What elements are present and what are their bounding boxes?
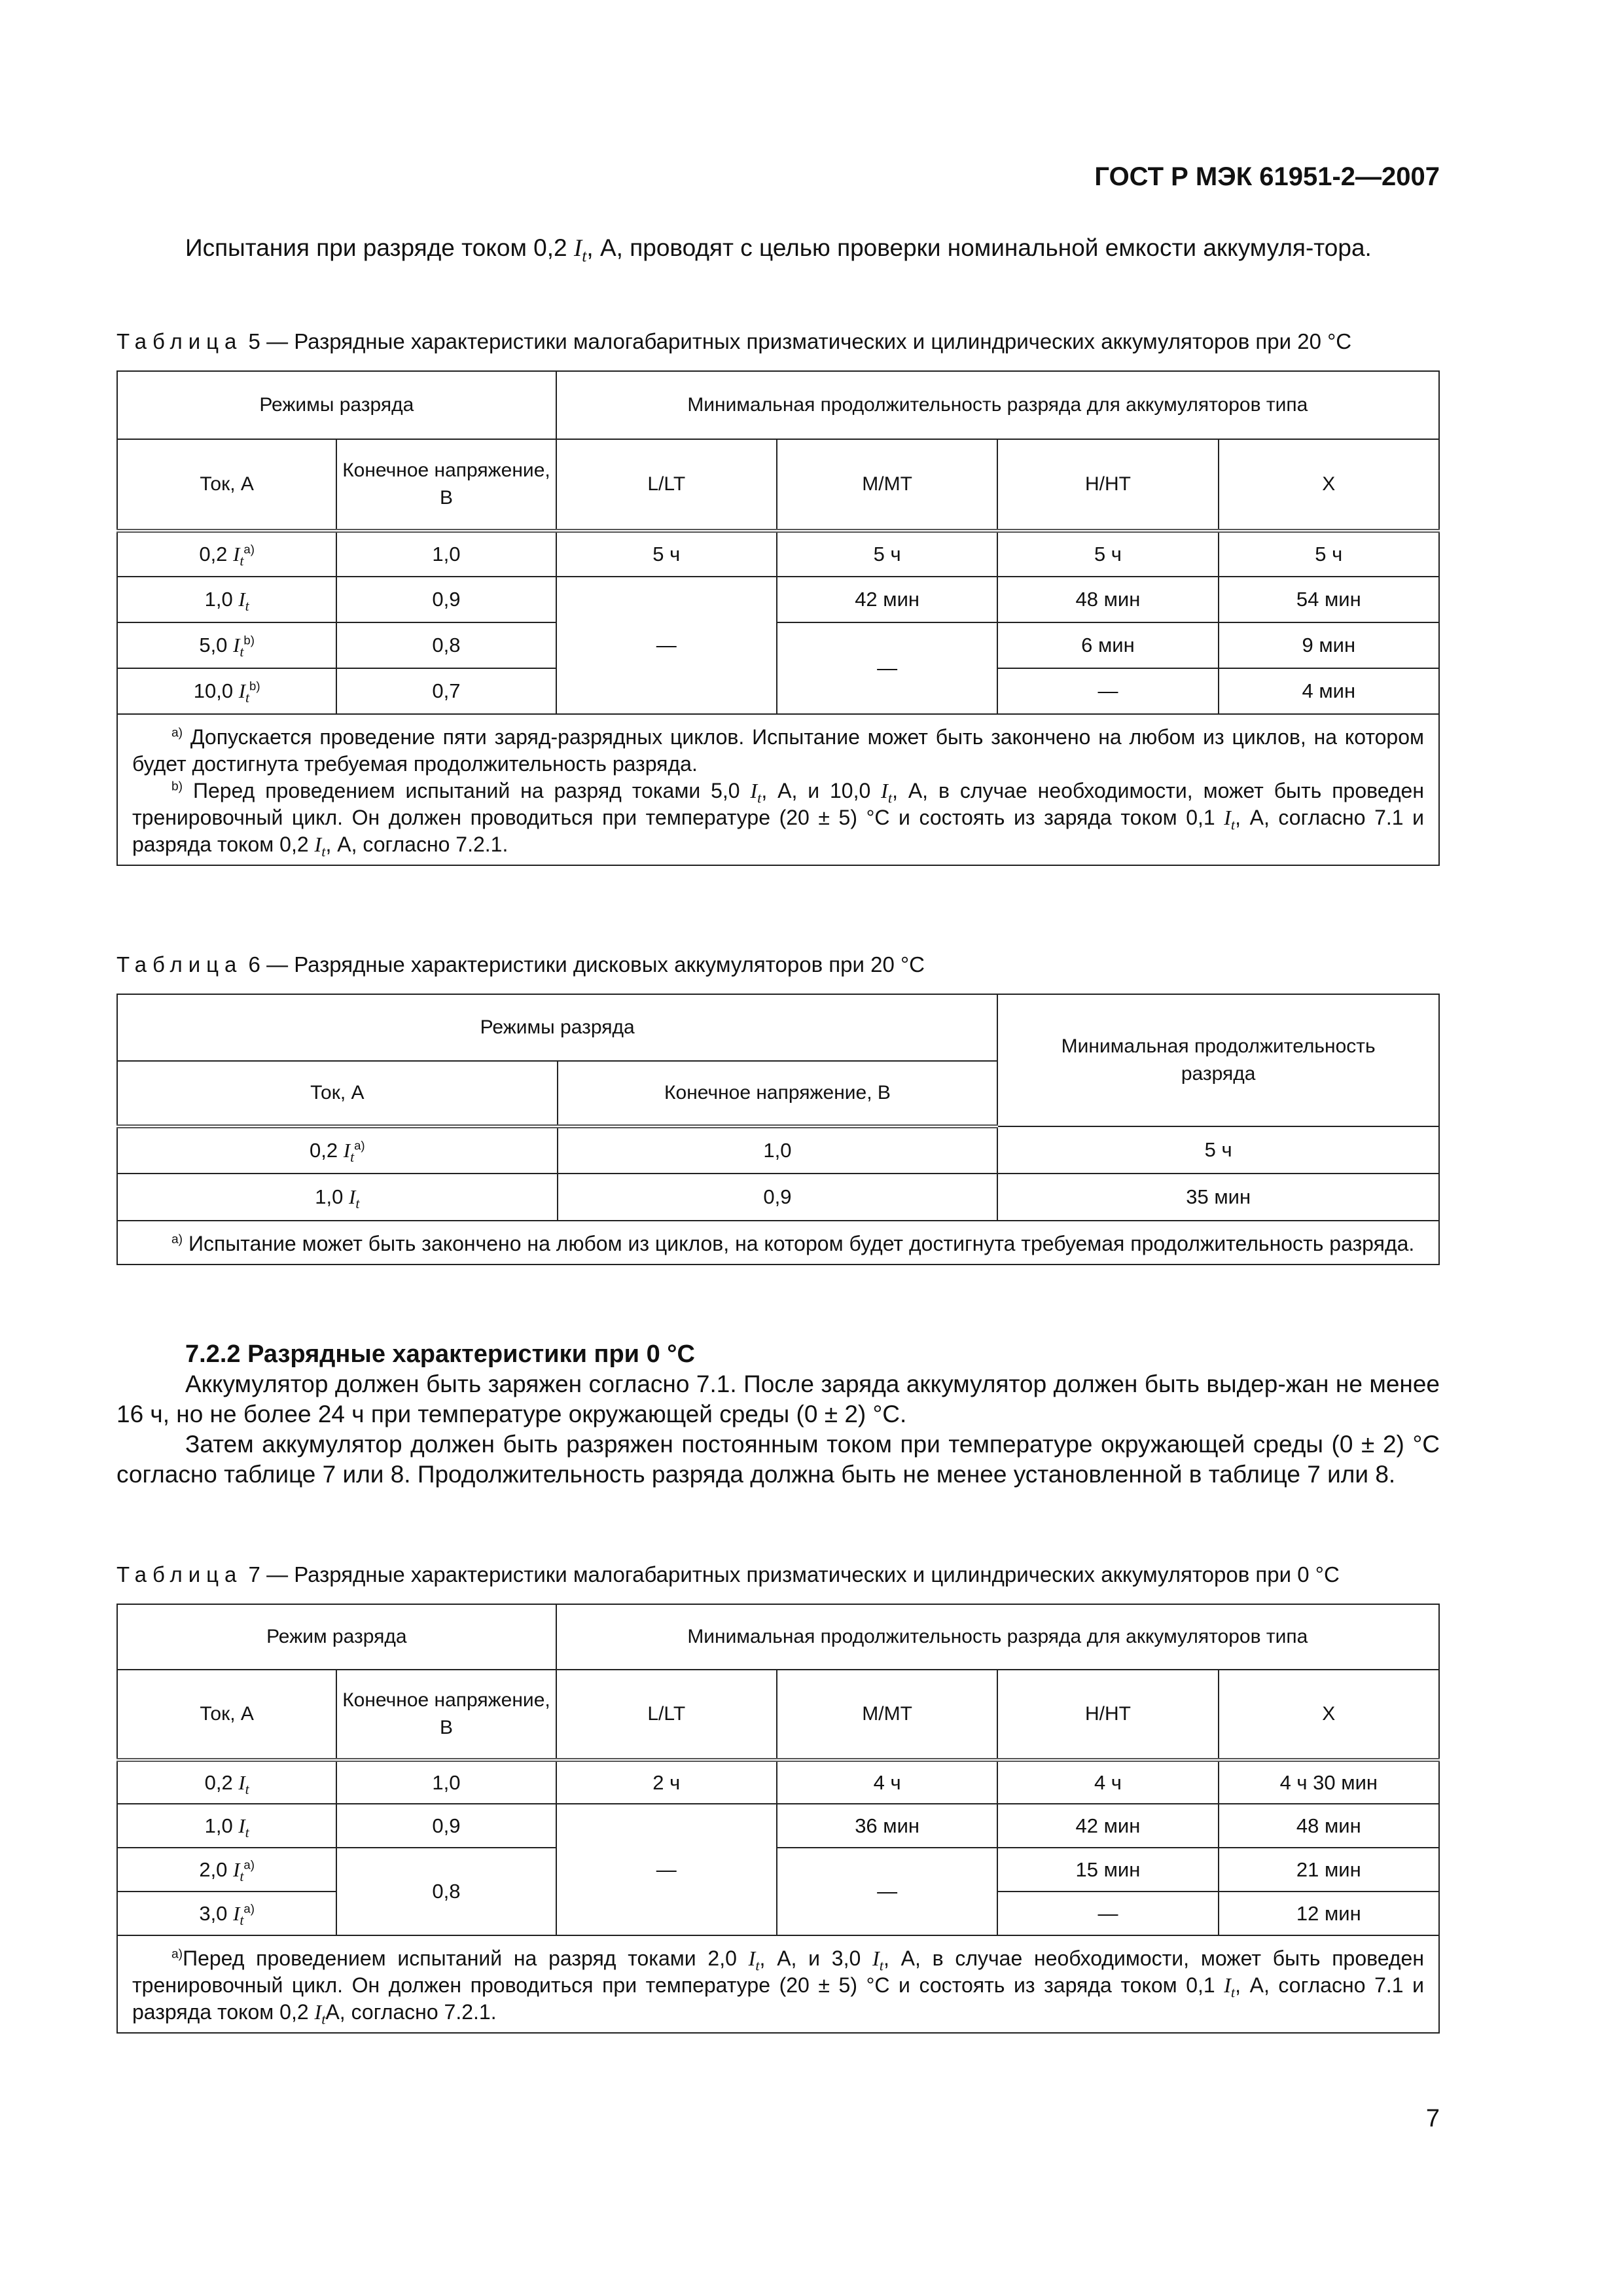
- header-mode: Режим разряда: [117, 1604, 556, 1670]
- cell-lt: 5 ч: [556, 531, 777, 577]
- cell-duration: 35 мин: [997, 1174, 1439, 1221]
- intro-paragraph: [116, 233, 1440, 264]
- cell-ht: 42 мин: [997, 1804, 1218, 1848]
- cell-x: 48 мин: [1219, 1804, 1439, 1848]
- cell-x: 9 мин: [1219, 622, 1439, 668]
- cell-voltage: 1,0: [336, 1760, 556, 1804]
- cell-mt: 5 ч: [777, 531, 997, 577]
- cell-mt-dash: —: [777, 1848, 997, 1935]
- cell-current: 10,0 $I_t^{b)}$: [117, 668, 336, 714]
- cell-voltage: 0,7: [336, 668, 556, 714]
- header-voltage: Конечное напряжение, В: [336, 1670, 556, 1760]
- intro-text-a: Испытания при разряде током 0,2: [185, 234, 574, 261]
- cell-current: 1,0 $I_t$: [117, 1174, 558, 1221]
- cell-x: 12 мин: [1219, 1892, 1439, 1935]
- header-modes: Режимы разряда: [117, 371, 556, 439]
- cell-ht: 4 ч: [997, 1760, 1218, 1804]
- cell-current: 0,2 $I_t$: [117, 1760, 336, 1804]
- footnote-a: $^{а)}$Перед проведением испытаний на разряд токами 2,0 $I_t$, А, и 3,0 $I_t$, А, в случае необходимости, может быть проведен тренировочный цикл. Он должен проводиться при температуре (20 ± 5) °С и состоять из заряда током 0,1 $I_t$, А, согласно 7.1 и разряда током 0,2 $I_tА$, согласно 7.2.1.: [132, 1946, 1425, 2028]
- caption-text: 6 — Разрядные характеристики дисковых аккумуляторов при 20 °С: [242, 952, 925, 977]
- cell-mt: 4 ч: [777, 1760, 997, 1804]
- table-row: [117, 531, 1439, 577]
- table-row: [117, 1848, 1439, 1892]
- cell-mt-dash: —: [777, 622, 997, 714]
- table-6-caption: [116, 950, 1440, 979]
- table-row: [117, 1760, 1439, 1804]
- header-min-duration: Минимальная продолжительность разряда: [997, 994, 1439, 1126]
- footnote-a: $^{а)}$ Допускается проведение пяти заряд-разрядных циклов. Испытание может быть закончено на любом из циклов, на котором будет достигнута требуемая продолжительность разряда.: [132, 725, 1425, 776]
- cell-ht: —: [997, 1892, 1218, 1935]
- section-7-2-2: [116, 1339, 1440, 1490]
- table-5-block: [116, 327, 1440, 866]
- symbol-t: t: [582, 246, 587, 266]
- section-paragraph-2: Затем аккумулятор должен быть разряжен постоянным током при температуре окружающей среды (0 ± 2) °С согласно таблице 7 или 8. Продолжительность разряда должна быть не менее установленной в таблице 7 или 8.: [116, 1431, 1440, 1488]
- intro-text-b: , А, проводят с целью проверки номинальной емкости аккумуля-тора.: [586, 234, 1372, 261]
- cell-lt-dash: —: [556, 577, 777, 714]
- table-notes: [117, 1221, 1439, 1265]
- cell-mt: 36 мин: [777, 1804, 997, 1848]
- header-voltage: Конечное напряжение, В: [336, 439, 556, 531]
- caption-label: Таблица: [116, 952, 243, 977]
- section-title: 7.2.2 Разрядные характеристики при 0 °С: [185, 1340, 695, 1368]
- cell-voltage: 0,8: [336, 622, 556, 668]
- cell-current: 1,0 $I_t$: [117, 577, 336, 622]
- cell-voltage: 0,9: [336, 577, 556, 622]
- cell-voltage: 1,0: [336, 531, 556, 577]
- section-paragraph-1: Аккумулятор должен быть заряжен согласно 7.1. После заряда аккумулятор должен быть выдер-жан не менее 16 ч, но не более 24 ч при температуре окружающей среды (0 ± 2) °С.: [116, 1371, 1440, 1427]
- symbol-I: I: [573, 235, 582, 262]
- cell-x: 21 мин: [1219, 1848, 1439, 1892]
- header-current: Ток, А: [117, 1061, 558, 1126]
- table-6: [116, 994, 1440, 1265]
- page-number: 7: [1425, 2105, 1440, 2132]
- cell-ht: 48 мин: [997, 577, 1218, 622]
- cell-x: 4 ч 30 мин: [1219, 1760, 1439, 1804]
- table-notes: [117, 1935, 1439, 2033]
- cell-ht: 5 ч: [997, 531, 1218, 577]
- header-type-x: X: [1219, 439, 1439, 531]
- header-current: Ток, А: [117, 1670, 336, 1760]
- cell-ht: 6 мин: [997, 622, 1218, 668]
- footnote-a: $^{а)}$ Испытание может быть закончено на любом из циклов, на котором будет достигнута требуемая продолжительность разряда.: [171, 1232, 1415, 1255]
- table-7-block: [116, 1560, 1440, 2034]
- cell-current: 5,0 $I_t^{b)}$: [117, 622, 336, 668]
- table-row: [117, 577, 1439, 622]
- header-type-lt: L/LT: [556, 439, 777, 531]
- cell-lt-dash: —: [556, 1804, 777, 1935]
- header-type-mt: M/MT: [777, 439, 997, 531]
- caption-label: Таблица: [116, 329, 243, 353]
- cell-lt: 2 ч: [556, 1760, 777, 1804]
- cell-duration: 5 ч: [997, 1126, 1439, 1174]
- table-row: [117, 1174, 1439, 1221]
- table-row: [117, 1804, 1439, 1848]
- table-5-caption: [116, 327, 1440, 356]
- header-min-duration: Минимальная продолжительность разряда для аккумуляторов типа: [556, 371, 1439, 439]
- cell-voltage: 0,9: [558, 1174, 998, 1221]
- cell-current: 0,2 $I_t^{а)}$: [117, 531, 336, 577]
- document-header: ГОСТ Р МЭК 61951-2—2007: [1094, 162, 1440, 191]
- table-row: [117, 622, 1439, 668]
- header-voltage: Конечное напряжение, В: [558, 1061, 998, 1126]
- table-row: [117, 1126, 1439, 1174]
- header-type-mt: M/MT: [777, 1670, 997, 1760]
- cell-ht: 15 мин: [997, 1848, 1218, 1892]
- table-7-caption: [116, 1560, 1440, 1589]
- header-current: Ток, А: [117, 439, 336, 531]
- cell-current: 2,0 $I_t^{а)}$: [117, 1848, 336, 1892]
- header-type-ht: H/HT: [997, 1670, 1218, 1760]
- table-6-block: [116, 950, 1440, 1265]
- cell-voltage: 1,0: [558, 1126, 998, 1174]
- cell-x: 54 мин: [1219, 577, 1439, 622]
- header-type-lt: L/LT: [556, 1670, 777, 1760]
- cell-current: 0,2 $I_t^{а)}$: [117, 1126, 558, 1174]
- cell-voltage: 0,8: [336, 1848, 556, 1935]
- table-notes: [117, 714, 1439, 865]
- footnote-b: $^{b)}$ Перед проведением испытаний на разряд токами 5,0 $I_t$, А, и 10,0 $I_t$, А, в случае необходимости, может быть проведен тренировочный цикл. Он должен проводиться при температуре (20 ± 5) °С и состоять из заряда током 0,1 $I_t$, А, согласно 7.1 и разряда током 0,2 $I_t$, А, согласно 7.2.1.: [132, 779, 1425, 860]
- cell-current: 1,0 $I_t$: [117, 1804, 336, 1848]
- caption-text: 7 — Разрядные характеристики малогабаритных призматических и цилиндрических аккумуляторов при 0 °С: [242, 1562, 1340, 1587]
- table-7: [116, 1604, 1440, 2034]
- cell-mt: 42 мин: [777, 577, 997, 622]
- cell-ht: —: [997, 668, 1218, 714]
- header-type-x: X: [1219, 1670, 1439, 1760]
- cell-current: 3,0 $I_t^{а)}$: [117, 1892, 336, 1935]
- header-min-duration: Минимальная продолжительность разряда для аккумуляторов типа: [556, 1604, 1439, 1670]
- cell-voltage: 0,9: [336, 1804, 556, 1848]
- table-5: [116, 370, 1440, 866]
- header-modes: Режимы разряда: [117, 994, 997, 1061]
- cell-x: 5 ч: [1219, 531, 1439, 577]
- caption-text: 5 — Разрядные характеристики малогабаритных призматических и цилиндрических аккумуляторов при 20 °С: [242, 329, 1352, 353]
- cell-x: 4 мин: [1219, 668, 1439, 714]
- header-type-ht: H/HT: [997, 439, 1218, 531]
- caption-label: Таблица: [116, 1562, 243, 1587]
